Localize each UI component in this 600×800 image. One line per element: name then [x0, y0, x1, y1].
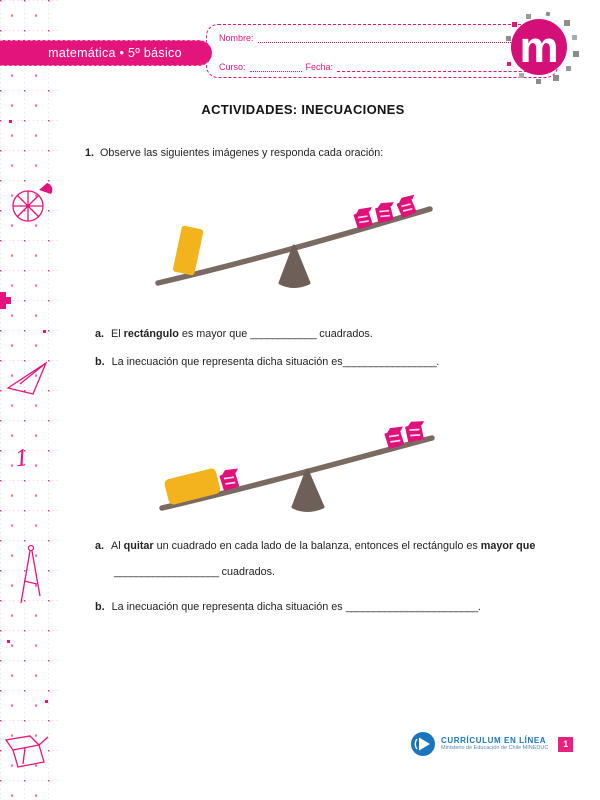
date-label: Fecha: [305, 62, 334, 72]
page-number-badge: 1 [558, 737, 573, 752]
yellow-rectangle-weight [164, 467, 222, 505]
yellow-rectangle-weight [172, 225, 203, 276]
question-2b: b. La inecuación que representa dicha situación es ________________________. [95, 601, 481, 613]
course-blank-line [250, 61, 302, 72]
name-row [219, 32, 547, 43]
question-1a: a. El rectángulo es mayor que ____________ cuadrados. [95, 328, 373, 340]
curriculum-logo-icon [410, 731, 436, 757]
subject-banner [0, 40, 212, 66]
decorative-margin-pattern [0, 0, 58, 800]
exercise-number: 1. [85, 147, 95, 159]
answer-blank: ____________ [250, 328, 317, 340]
page-title: ACTIVIDADES: INECUACIONES [201, 102, 405, 117]
answer-blank: ___________________ [114, 566, 219, 578]
numeral-one-doodle: 1 [13, 445, 31, 473]
question-2a: a. Al quitar un cuadrado en cada lado de la balanza, entonces el rectángulo es mayor que ___________________ cuadrados. [95, 540, 536, 578]
course-label: Curso: [219, 62, 246, 72]
seesaw-figure-1 [142, 183, 464, 305]
math-m-logo [500, 10, 580, 86]
exercise-instruction: 1. Observe las siguientes imágenes y responda cada oración: [85, 147, 384, 159]
pink-cubes-group [352, 193, 421, 230]
seesaw-figure-2 [142, 399, 464, 521]
subject-banner-label: matemática • 5º básico [48, 46, 182, 60]
question-1b: b. La inecuación que representa dicha situación es_________________. [95, 356, 440, 368]
brand-subtitle: Ministerio de Educación de Chile MINEDUC [441, 745, 549, 752]
curriculum-brand [441, 736, 548, 752]
name-label: Nombre: [219, 33, 254, 43]
answer-blank: ________________________ [345, 601, 478, 613]
footer [410, 731, 573, 757]
logo-letter: m [519, 23, 559, 72]
answer-blank: _________________ [342, 356, 437, 368]
course-date-row [219, 61, 547, 72]
brand-name: CURRÍCULUM EN LÍNEA [441, 736, 547, 746]
